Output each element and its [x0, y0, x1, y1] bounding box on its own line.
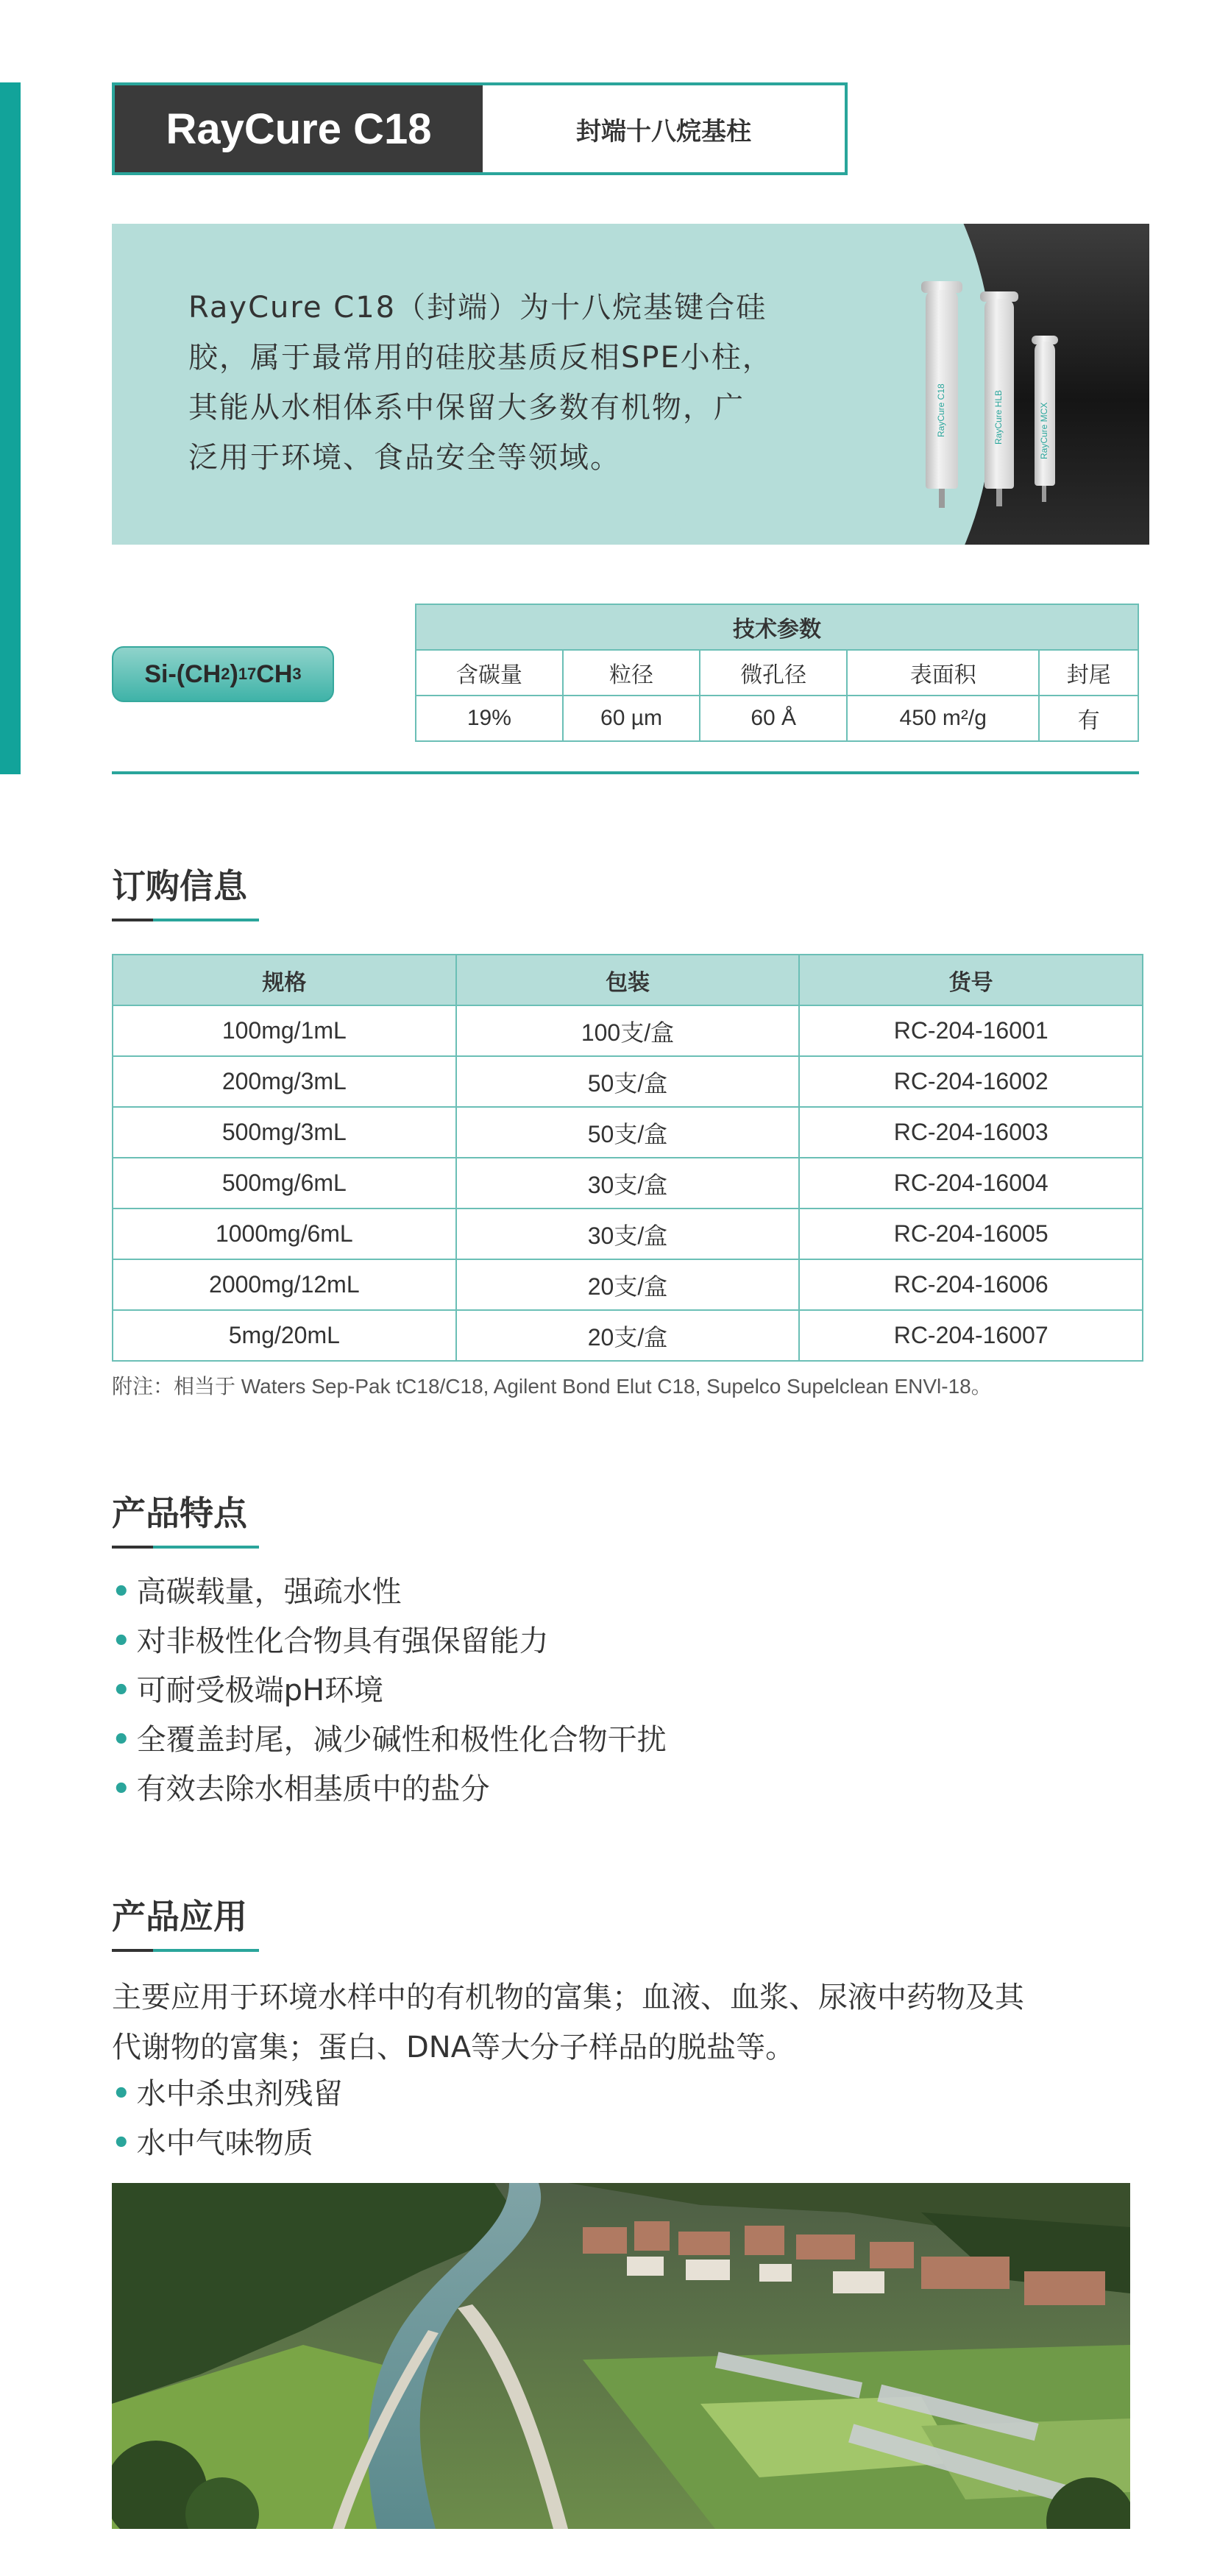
column-header: 货号 [799, 955, 1143, 1005]
cell-sku: RC-204-16003 [799, 1107, 1143, 1158]
formula-subscript: 17 [238, 665, 257, 683]
chemical-formula-badge [112, 646, 334, 702]
tech-header: 含碳量 [416, 650, 563, 696]
description-line: 代谢物的富集；蛋白、DNA等大分子样品的脱盐等。 [112, 2031, 795, 2064]
intro-banner [112, 224, 1149, 545]
heading-underline [112, 919, 259, 921]
feature-text: 可耐受极端pH环境 [136, 1674, 384, 1708]
cell-spec: 5mg/20mL [113, 1310, 456, 1361]
bullet-icon: • [112, 1624, 131, 1658]
tech-header: 封尾 [1039, 650, 1138, 696]
table-row [113, 1259, 1143, 1310]
bullet-icon: • [112, 1674, 131, 1708]
list-item [112, 1765, 667, 1814]
feature-text: 有效去除水相基质中的盐分 [136, 1772, 490, 1806]
ordering-table [112, 954, 1143, 1362]
feature-text: 全覆盖封尾，减少碱性和极性化合物干扰 [136, 1723, 667, 1757]
column-header: 包装 [456, 955, 800, 1005]
tech-header: 粒径 [563, 650, 700, 696]
list-item [112, 1617, 667, 1666]
table-header-row [113, 955, 1143, 1005]
tech-params-table [415, 604, 1139, 742]
cell-spec: 200mg/3mL [113, 1056, 456, 1107]
applications-description [112, 1972, 1149, 2073]
intro-line: 胶，属于最常用的硅胶基质反相SPE小柱， [188, 341, 773, 375]
cell-spec: 500mg/3mL [113, 1107, 456, 1158]
applications-list [112, 2070, 343, 2168]
list-item [112, 1716, 667, 1765]
cell-spec: 1000mg/6mL [113, 1209, 456, 1259]
cell-sku: RC-204-16002 [799, 1056, 1143, 1107]
bullet-icon: • [112, 1723, 131, 1757]
bullet-icon: • [112, 1772, 131, 1806]
table-row [113, 1005, 1143, 1056]
table-header-row [416, 650, 1138, 696]
tube-label: RayCure HLB [993, 389, 1004, 445]
column-header: 规格 [113, 955, 456, 1005]
applications-heading: 产品应用 [112, 1897, 247, 1936]
intro-line: 其能从水相体系中保留大多数有机物，广 [188, 391, 745, 425]
formula-subscript: 2 [221, 665, 230, 683]
application-text: 水中气味物质 [136, 2126, 313, 2160]
heading-underline [112, 1949, 259, 1952]
left-accent-bar [0, 82, 21, 774]
product-title-box [112, 82, 848, 175]
table-row [113, 1056, 1143, 1107]
cell-package: 20支/盒 [456, 1310, 800, 1361]
formula-part: Si-(CH [144, 659, 221, 688]
cell-package: 30支/盒 [456, 1209, 800, 1259]
cell-sku: RC-204-16007 [799, 1310, 1143, 1361]
description-line: 主要应用于环境水样中的有机物的富集；血液、血浆、尿液中药物及其 [112, 1981, 1024, 2014]
table-row [113, 1310, 1143, 1361]
tech-header: 表面积 [847, 650, 1039, 696]
formula-part: ) [230, 659, 238, 688]
table-row [113, 1158, 1143, 1209]
cell-sku: RC-204-16005 [799, 1209, 1143, 1259]
feature-text: 对非极性化合物具有强保留能力 [136, 1624, 549, 1658]
tech-value: 450 m²/g [847, 696, 1039, 741]
table-row [113, 1209, 1143, 1259]
cell-sku: RC-204-16001 [799, 1005, 1143, 1056]
cell-package: 100支/盒 [456, 1005, 800, 1056]
feature-text: 高碳载量，强疏水性 [136, 1575, 402, 1609]
tube-label: RayCure MCX [1039, 402, 1049, 459]
cell-package: 20支/盒 [456, 1259, 800, 1310]
ordering-heading: 订购信息 [112, 866, 247, 906]
cell-package: 30支/盒 [456, 1158, 800, 1209]
bullet-icon: • [112, 2126, 131, 2160]
list-item [112, 2119, 343, 2168]
tech-value: 有 [1039, 696, 1138, 741]
cell-sku: RC-204-16006 [799, 1259, 1143, 1310]
cell-spec: 500mg/6mL [113, 1158, 456, 1209]
list-item [112, 1568, 667, 1617]
product-name: RayCure C18 [115, 85, 483, 172]
tech-value: 60 µm [563, 696, 700, 741]
cell-sku: RC-204-16004 [799, 1158, 1143, 1209]
product-subtitle: 封端十八烷基柱 [576, 116, 751, 146]
list-item [112, 2070, 343, 2119]
cell-spec: 100mg/1mL [113, 1005, 456, 1056]
bullet-icon: • [112, 1575, 131, 1609]
tech-header: 微孔径 [700, 650, 847, 696]
tech-value: 19% [416, 696, 563, 741]
list-item [112, 1666, 667, 1716]
table-row [416, 696, 1138, 741]
cell-spec: 2000mg/12mL [113, 1259, 456, 1310]
cell-package: 50支/盒 [456, 1056, 800, 1107]
landscape-illustration [112, 2183, 1130, 2529]
features-list [112, 1568, 667, 1814]
features-heading: 产品特点 [112, 1493, 247, 1533]
tube-label: RayCure C18 [936, 383, 946, 437]
formula-part: CH [256, 659, 293, 688]
application-text: 水中杀虫剂残留 [136, 2077, 343, 2111]
river-landscape-photo [112, 2183, 1130, 2529]
table-caption: 技术参数 [416, 604, 1138, 650]
heading-underline [112, 1546, 259, 1549]
table-row [113, 1107, 1143, 1158]
bullet-icon: • [112, 2077, 131, 2111]
intro-line: RayCure C18（封端）为十八烷基键合硅 [188, 291, 767, 325]
tech-value: 60 Å [700, 696, 847, 741]
cell-package: 50支/盒 [456, 1107, 800, 1158]
intro-description [188, 283, 829, 483]
intro-line: 泛用于环境、食品安全等领域。 [188, 441, 621, 475]
section-divider [112, 771, 1139, 774]
equivalents-note: 附注：相当于 Waters Sep-Pak tC18/C18, Agilent Bond Elut C18, Supelco Supelclean ENVl-18。 [112, 1375, 992, 1398]
formula-subscript: 3 [292, 665, 302, 683]
